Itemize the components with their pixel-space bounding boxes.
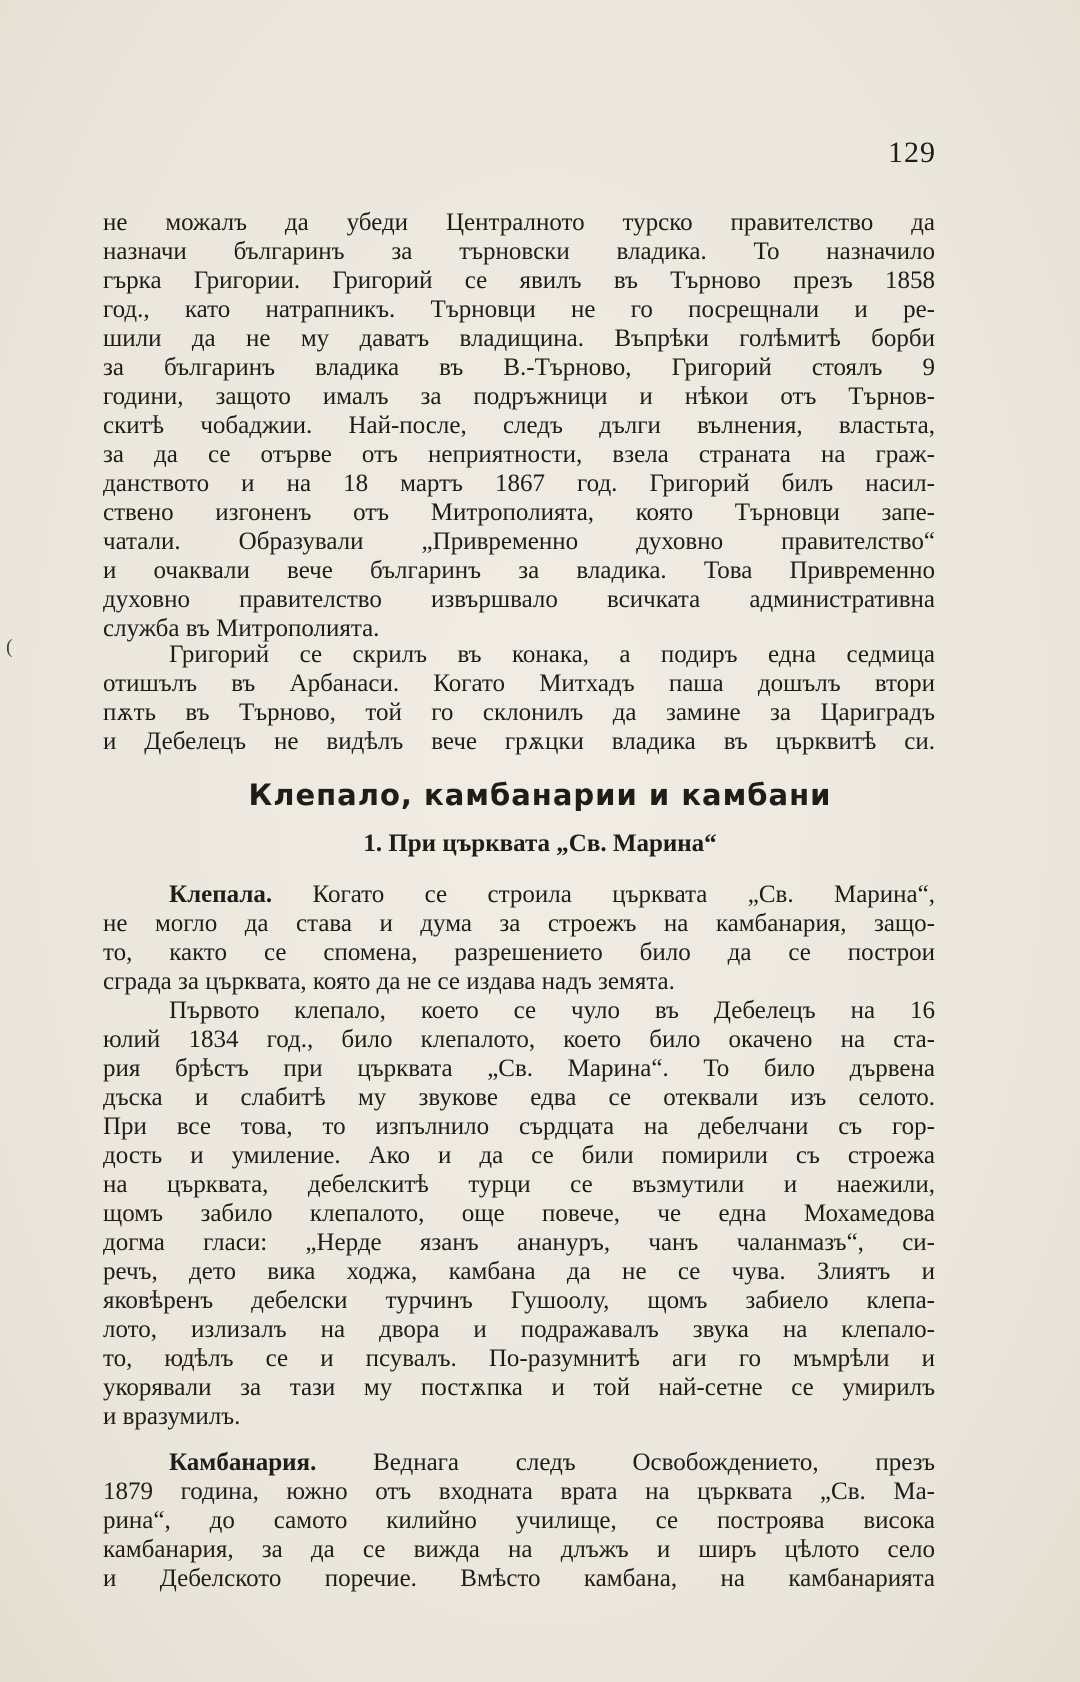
text-line: сграда за църквата, която да не се издава надъ земята.	[103, 968, 675, 995]
text-line: Първото клепало, което се чуло въ Дебелецъ на 16	[169, 997, 935, 1024]
text-line: и вразумилъ.	[103, 1403, 241, 1430]
paragraph-5	[103, 1448, 935, 1593]
text-line: духовно правителство извършвало всичката административна	[103, 586, 935, 613]
text-line: не могло да става и дума за строежъ на камбанария, защо-	[103, 910, 935, 937]
text-line: рина“, до самото килийно училище, се построява висока	[103, 1507, 935, 1534]
text-line: укорявали за тази му постѫпка и той най-сетне се умирилъ	[103, 1374, 935, 1401]
page-number: 129	[888, 136, 936, 169]
paragraph-2	[103, 640, 935, 756]
text-line: и Дебелското поречие. Вмѣсто камбана, на камбанарията	[103, 1565, 935, 1592]
text-line: дость и умиление. Ако и да се били помирили съ строежа	[103, 1142, 935, 1169]
text-line: служба въ Митрополията.	[103, 615, 380, 642]
section-title: Клепало, камбанарии и камбани	[248, 778, 832, 812]
text-line: яковѣренъ дебелски турчинъ Гушоолу, щомъ забиело клепа-	[103, 1287, 935, 1314]
text-line: ствено изгоненъ отъ Митрополията, която Търновци запе-	[103, 499, 935, 526]
text-line: камбанария, за да се вижда на длъжъ и ширъ цѣлото село	[103, 1536, 935, 1563]
paragraph-3	[103, 880, 935, 996]
text-line: При все това, то изпълнило сърдцата на дебелчани съ гор-	[103, 1113, 935, 1140]
text-line: речъ, дето вика ходжа, камбана да не се чува. Злиятъ и	[103, 1258, 935, 1285]
text-line: на църквата, дебелскитѣ турци се възмутили и наежили,	[103, 1171, 935, 1198]
text-run: Когато се строила църквата „Св. Марина“,	[312, 881, 935, 908]
text-line: 1879 година, южно отъ входната врата на църквата „Св. Ма-	[103, 1478, 935, 1505]
text-line: данството и на 18 мартъ 1867 год. Григорий билъ насил-	[103, 470, 935, 497]
text-line: чатали. Образували „Привременно духовно правителство“	[103, 528, 935, 555]
text-line: отишълъ въ Арбанаси. Когато Митхадъ паша дошълъ втори	[103, 670, 935, 697]
text-line: и Дебелецъ не видѣлъ вече грѫцки владика въ църквитѣ си.	[103, 728, 935, 755]
text-line: за българинъ владика въ В.-Търново, Григорий стоялъ 9	[103, 354, 935, 381]
text-run: Веднага следъ Освобождението, презъ	[373, 1449, 935, 1476]
text-line	[103, 1448, 935, 1477]
text-line: дъска и слабитѣ му звукове едва се отеквали изъ селото.	[103, 1084, 935, 1111]
margin-mark: (	[6, 636, 13, 658]
text-line: год., като натрапникъ. Търновци не го посрещнали и ре-	[103, 296, 935, 323]
text-line: и очаквали вече българинъ за владика. Това Привременно	[103, 557, 935, 584]
text-line: не можалъ да убеди Централното турско правителство да	[103, 209, 935, 236]
run-in-heading: Клепала.	[169, 881, 273, 908]
text-line: назначи българинъ за търновски владика. То назначило	[103, 238, 935, 265]
text-line: скитѣ чобаджии. Най-после, следъ дълги вълнения, властьта,	[103, 412, 935, 439]
text-line: пѫть въ Търново, той го склонилъ да замине за Цариградъ	[103, 699, 935, 726]
paragraph-4	[103, 996, 935, 1431]
subsection-title: 1. При църквата „Св. Марина“	[363, 830, 717, 857]
text-line: рия брѣстъ при църквата „Св. Марина“. То било дървена	[103, 1055, 935, 1082]
text-line: юлий 1834 год., било клепалото, което било окачено на ста-	[103, 1026, 935, 1053]
text-line: години, защото ималъ за подръжници и нѣкои отъ Търнов-	[103, 383, 935, 410]
text-line: гърка Григории. Григорий се явилъ въ Търново презъ 1858	[103, 267, 935, 294]
text-line: щомъ забило клепалото, още повече, че една Мохамедова	[103, 1200, 935, 1227]
text-line: шили да не му даватъ владищина. Въпрѣки голѣмитѣ борби	[103, 325, 935, 352]
paragraph-1	[103, 208, 935, 643]
text-line: догма гласи: „Нерде язанъ анануръ, чанъ чаланмазъ“, си-	[103, 1229, 935, 1256]
text-line: то, както се спомена, разрешението било да се построи	[103, 939, 935, 966]
text-line: Григорий се скрилъ въ конака, а подиръ една седмица	[169, 641, 935, 668]
run-in-heading: Камбанария.	[169, 1449, 317, 1476]
text-line	[103, 880, 935, 909]
text-line: то, юдѣлъ се и псувалъ. По-разумнитѣ аги го мъмрѣли и	[103, 1345, 935, 1372]
text-line: лото, излизалъ на двора и подражавалъ звука на клепало-	[103, 1316, 935, 1343]
text-line: за да се отърве отъ неприятности, взела страната на граж-	[103, 441, 935, 468]
